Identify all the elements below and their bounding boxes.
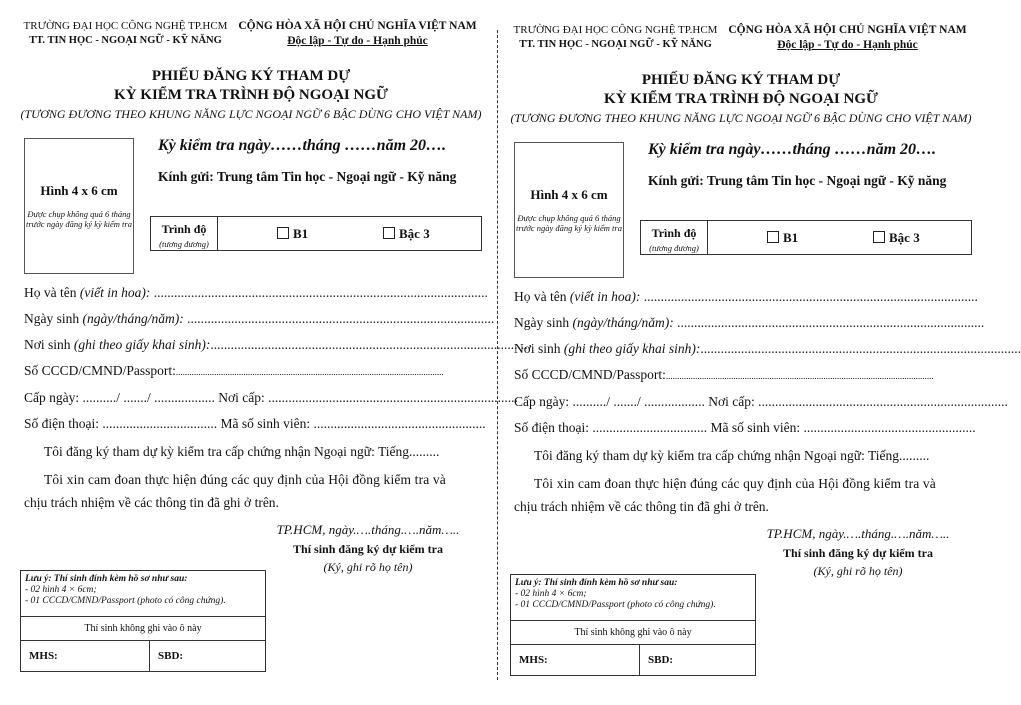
note-box: Lưu ý: Thí sinh đính kèm hồ sơ như sau: - 02 hình 4 × 6cm; - 01 CCCD/CMND/Passport (photo có công chứng). Thí sinh không ghi vào ô này MHS: SBD: <box>20 570 266 672</box>
center-name: TT. TIN HỌC - NGOẠI NGỮ - KỸ NĂNG <box>519 39 712 50</box>
school-name: TRƯỜNG ĐẠI HỌC CÔNG NGHỆ TP.HCM <box>23 20 228 32</box>
field-phone-student-id[interactable]: Số điện thoại: .................................. Mã số sinh viên: ................................................... <box>24 416 486 431</box>
field-id-number[interactable]: Số CCCD/CMND/Passport:....................................................................................................................... <box>514 367 934 382</box>
field-id-number[interactable]: Số CCCD/CMND/Passport:....................................................................................................................... <box>24 363 444 378</box>
form-title-2: KỲ KIỂM TRA TRÌNH ĐỘ NGOẠI NGỮ <box>604 91 878 107</box>
field-dob[interactable]: Ngày sinh (ngày/tháng/năm): ........................................................................................... <box>514 315 985 330</box>
signature-place-date: TP.HCM, ngày.….tháng.….năm….. <box>276 522 460 537</box>
center-name: TT. TIN HỌC - NGOẠI NGỮ - KỸ NĂNG <box>29 35 222 46</box>
checkbox-icon[interactable] <box>277 227 289 239</box>
level-sublabel: (tương đương) <box>649 243 699 253</box>
form-title: PHIẾU ĐĂNG KÝ THAM DỰ <box>151 68 351 84</box>
option-bac3[interactable]: Bậc 3 <box>873 230 920 246</box>
option-b1[interactable]: B1 <box>277 226 308 242</box>
register-statement: Tôi đăng ký tham dự kỳ kiểm tra cấp chứng nhận Ngoại ngữ: Tiếng......... <box>534 448 930 463</box>
office-use-label: Thí sinh không ghi vào ô này <box>511 621 755 645</box>
field-phone-student-id[interactable]: Số điện thoại: .................................. Mã số sinh viên: ................................................... <box>514 420 976 435</box>
field-birthplace[interactable]: Nơi sinh (ghi theo giấy khai sinh):............................................................................................... <box>24 337 532 352</box>
option-bac3[interactable]: Bậc 3 <box>383 226 430 242</box>
photo-hint: Được chụp không quá 6 tháng trước ngày đăng ký kỳ kiểm tra <box>516 213 622 233</box>
level-table <box>640 220 972 255</box>
recipient: Kính gửi: Trung tâm Tin học - Ngoại ngữ - Kỹ năng <box>648 173 947 188</box>
form-title: PHIẾU ĐĂNG KÝ THAM DỰ <box>641 72 841 88</box>
checkbox-icon[interactable] <box>383 227 395 239</box>
field-full-name[interactable]: Họ và tên (viết in hoa): ................................................................................................... <box>24 285 488 300</box>
nation-name: CỘNG HÒA XÃ HỘI CHỦ NGHĨA VIỆT NAM <box>238 20 477 32</box>
note-title: Lưu ý: Thí sinh đính kèm hồ sơ như sau: <box>515 578 678 588</box>
commit-statement: Tôi xin cam đoan thực hiện đúng các quy định của Hội đồng kiểm tra và <box>534 476 936 491</box>
field-dob[interactable]: Ngày sinh (ngày/tháng/năm): ........................................................................................... <box>24 311 495 326</box>
photo-size: Hình 4 x 6 cm <box>40 183 118 198</box>
motto: Độc lập - Tự do - Hạnh phúc <box>777 39 918 51</box>
photo-size: Hình 4 x 6 cm <box>530 187 608 202</box>
level-label: Trình độ <box>651 226 697 240</box>
field-issue[interactable]: Cấp ngày: ........../ ......./ .................. Nơi cấp: .......................................................................... <box>24 390 518 405</box>
level-label: Trình độ <box>161 222 207 236</box>
signature-hint: (Ký, ghi rõ họ tên) <box>323 560 413 574</box>
form-subtitle: (TƯƠNG ĐƯƠNG THEO KHUNG NĂNG LỰC NGOẠI NGỮ 6 BẬC DÙNG CHO VIỆT NAM) <box>20 107 482 121</box>
exam-date: Kỳ kiểm tra ngày……tháng ……năm 20…. <box>648 141 937 158</box>
photo-box <box>24 138 134 274</box>
sbd-cell: SBD: <box>158 650 184 662</box>
mhs-cell: MHS: <box>511 645 640 675</box>
signature-role: Thí sinh đăng ký dự kiểm tra <box>293 542 443 556</box>
commit-statement-2: chịu trách nhiệm về các thông tin đã ghi ở trên. <box>24 495 279 510</box>
mhs-cell: MHS: <box>21 641 150 671</box>
cut-line <box>497 30 498 680</box>
registration-form-copy-2 <box>508 4 1021 704</box>
commit-statement-2: chịu trách nhiệm về các thông tin đã ghi ở trên. <box>514 499 769 514</box>
form-subtitle: (TƯƠNG ĐƯƠNG THEO KHUNG NĂNG LỰC NGOẠI NGỮ 6 BẬC DÙNG CHO VIỆT NAM) <box>510 111 972 125</box>
signature-place-date: TP.HCM, ngày.….tháng.….năm….. <box>766 526 950 541</box>
photo-hint: Được chụp không quá 6 tháng trước ngày đăng ký kỳ kiểm tra <box>26 209 132 229</box>
register-statement: Tôi đăng ký tham dự kỳ kiểm tra cấp chứng nhận Ngoại ngữ: Tiếng......... <box>44 444 440 459</box>
note-title: Lưu ý: Thí sinh đính kèm hồ sơ như sau: <box>25 574 188 584</box>
photo-box <box>514 142 624 278</box>
registration-form-copy <box>18 0 532 700</box>
commit-statement: Tôi xin cam đoan thực hiện đúng các quy định của Hội đồng kiểm tra và <box>44 472 446 487</box>
signature-hint: (Ký, ghi rõ họ tên) <box>813 564 903 578</box>
option-b1[interactable]: B1 <box>767 230 798 246</box>
exam-date: Kỳ kiểm tra ngày……tháng ……năm 20…. <box>158 137 447 154</box>
level-table <box>150 216 482 251</box>
motto: Độc lập - Tự do - Hạnh phúc <box>287 35 428 47</box>
signature-role: Thí sinh đăng ký dự kiểm tra <box>783 546 933 560</box>
field-issue[interactable]: Cấp ngày: ........../ ......./ .................. Nơi cấp: .......................................................................... <box>514 394 1008 409</box>
note-box: Lưu ý: Thí sinh đính kèm hồ sơ như sau: - 02 hình 4 × 6cm; - 01 CCCD/CMND/Passport (photo có công chứng). Thí sinh không ghi vào ô này MHS: SBD: <box>510 574 756 676</box>
field-full-name[interactable]: Họ và tên (viết in hoa): ................................................................................................... <box>514 289 978 304</box>
office-use-label: Thí sinh không ghi vào ô này <box>21 617 265 641</box>
recipient: Kính gửi: Trung tâm Tin học - Ngoại ngữ - Kỹ năng <box>158 169 457 184</box>
level-sublabel: (tương đương) <box>159 239 209 249</box>
checkbox-icon[interactable] <box>873 231 885 243</box>
school-name: TRƯỜNG ĐẠI HỌC CÔNG NGHỆ TP.HCM <box>513 24 718 36</box>
sbd-cell: SBD: <box>648 654 674 666</box>
nation-name: CỘNG HÒA XÃ HỘI CHỦ NGHĨA VIỆT NAM <box>728 24 967 36</box>
checkbox-icon[interactable] <box>767 231 779 243</box>
form-title-2: KỲ KIỂM TRA TRÌNH ĐỘ NGOẠI NGỮ <box>114 87 388 103</box>
field-birthplace[interactable]: Nơi sinh (ghi theo giấy khai sinh):............................................................................................... <box>514 341 1021 356</box>
